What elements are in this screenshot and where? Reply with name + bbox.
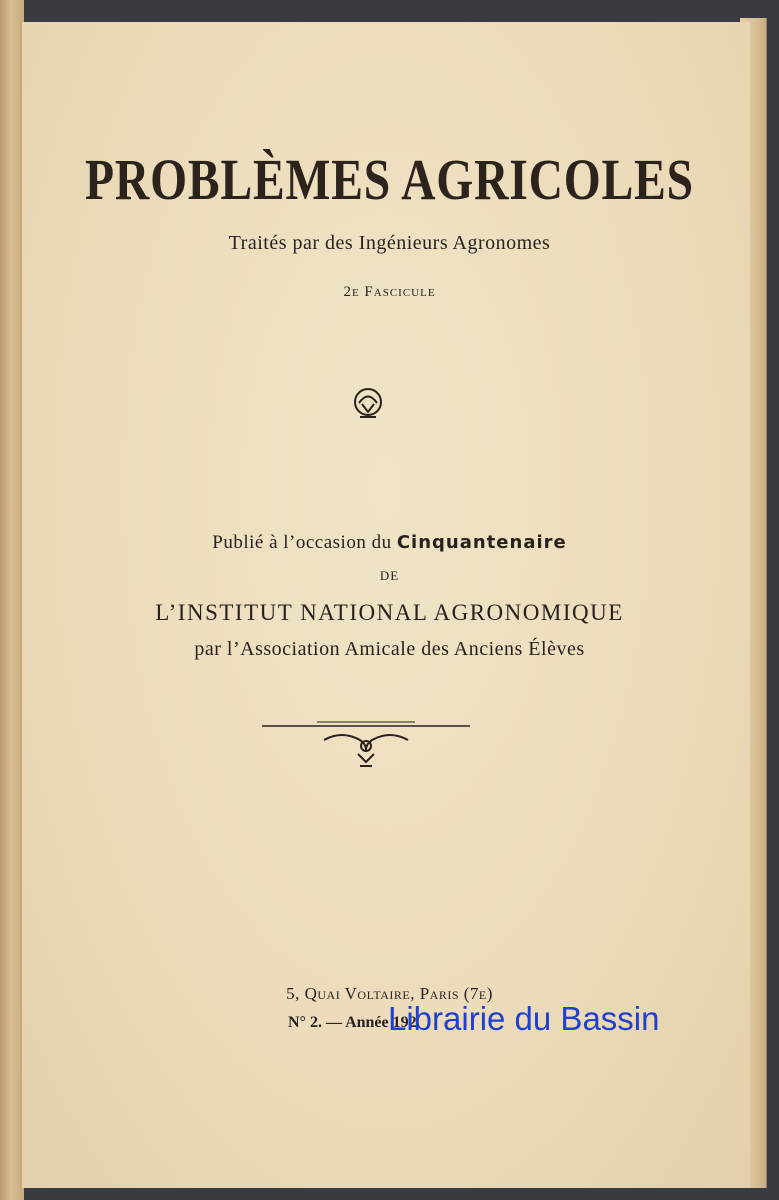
publication-prefix: Publié à l’occasion du bbox=[212, 532, 392, 553]
fascicule-label: 2e Fascicule bbox=[343, 284, 436, 300]
publisher-address: 5, Quai Voltaire, Paris (7e) bbox=[286, 984, 493, 1003]
publication-emphasis: Cinquantenaire bbox=[396, 532, 567, 553]
decorative-ornament-icon bbox=[262, 718, 470, 772]
subtitle: Traités par des Ingénieurs Agronomes bbox=[228, 232, 551, 254]
publisher-emblem-icon bbox=[350, 386, 386, 422]
page-title: PROBLÈMES AGRICOLES bbox=[85, 147, 694, 212]
issue-number: N° 2. — Année 192 bbox=[288, 1014, 417, 1031]
watermark: Librairie du Bassin bbox=[388, 1000, 660, 1037]
publication-de: DE bbox=[379, 568, 400, 583]
institute-name: L’INSTITUT NATIONAL AGRONOMIQUE bbox=[155, 600, 624, 625]
association-line: par l’Association Amicale des Anciens Élèves bbox=[194, 638, 585, 660]
publication-line bbox=[0, 532, 779, 554]
